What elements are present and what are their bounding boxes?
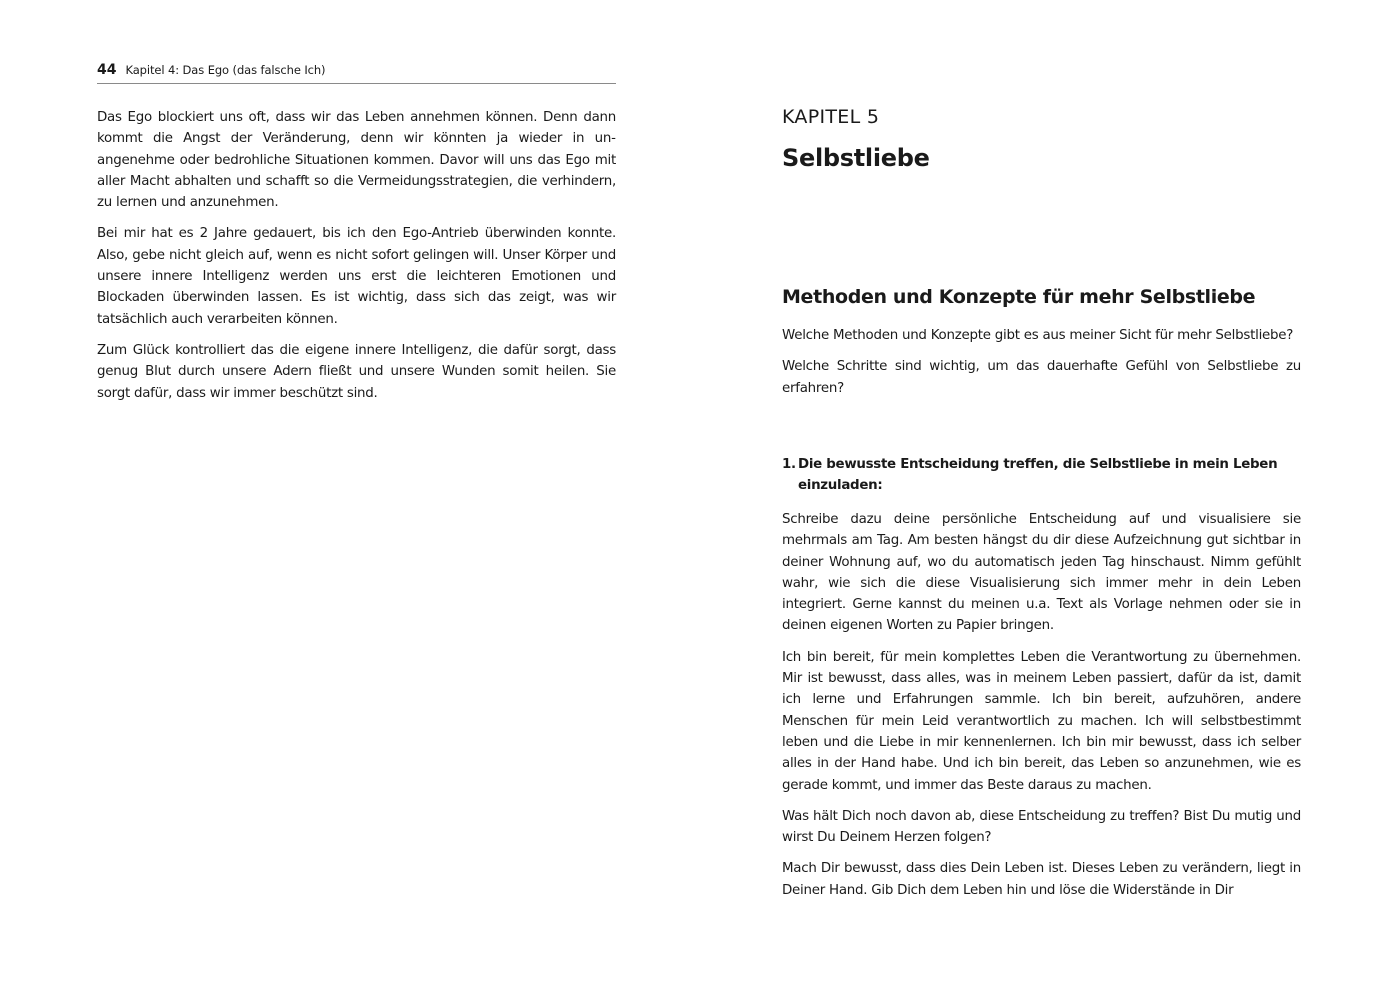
paragraph: Welche Methoden und Konzepte gibt es aus meiner Sicht für mehr Selbstliebe? xyxy=(782,328,1294,343)
right-body-text xyxy=(782,509,1301,911)
right-page xyxy=(698,0,1396,1000)
running-header-title: Kapitel 4: Das Ego (das falsche Ich) xyxy=(125,63,326,77)
paragraph: Zum Glück kontrolliert das die eigene innere Intelligenz, die dafür sorgt, dass genug Blut durch unsere Adern fließt und unsere Wunden somit heilen. Sie sorgt dafür, dass wir immer beschützt sind. xyxy=(97,342,616,401)
section-title: Methoden und Konzepte für mehr Selbstliebe xyxy=(782,286,1256,308)
chapter-label: KAPITEL 5 xyxy=(782,106,880,128)
paragraph: Welche Schritte sind wichtig, um das dauerhafte Gefühl von Selbstliebe zu erfahren? xyxy=(782,359,1301,396)
list-heading-text: Die bewusste Entscheidung treffen, die Selbstliebe in mein Leben einzuladen: xyxy=(798,457,1278,494)
paragraph: Mach Dir bewusst, dass dies Dein Leben ist. Dieses Leben zu verändern, liegt in Deiner Hand. Gib Dich dem Leben hin und löse die Widerstände in Dir xyxy=(782,861,1301,898)
paragraph: Das Ego blockiert uns oft, dass wir das Leben annehmen können. Denn dann kommt die Angst der Veränderung, denn wir könnten ja wieder in unangenehme oder bedrohliche Situationen kommen. Davor will uns das Ego mit aller Macht abhalten und schafft so die Vermeidungsstrategien, die verhindern, zu lernen und anzunehmen. xyxy=(97,110,616,211)
intro-text xyxy=(782,325,1301,409)
paragraph: Schreibe dazu deine persönliche Entscheidung auf und visualisiere sie mehrmals am Tag. Am besten hängst du dir diese Aufzeichnung gut sichtbar in deiner Wohnung auf, wo du automatisch jeden Tag hinschaust. Nimm gefühlt wahr, wie sich die diese Visualisierung sich immer mehr in dein Leben integriert. Gerne kannst du meinen u.a. Text als Vorlage nehmen oder sie in deinen eigenen Worten zu Papier bringen. xyxy=(782,512,1301,634)
paragraph: Was hält Dich noch davon ab, diese Entscheidung zu treffen? Bist Du mutig und wirst Du Deinem Herzen folgen? xyxy=(782,808,1301,846)
numbered-list-heading xyxy=(782,454,1301,497)
page-number: 44 xyxy=(97,62,117,78)
running-header xyxy=(97,62,616,84)
list-number: 1. xyxy=(782,457,796,472)
paragraph: Bei mir hat es 2 Jahre gedauert, bis ich den Ego-Antrieb überwinden konnte. Also, gebe nicht gleich auf, wenn es nicht sofort gelingen will. Unser Körper und unsere innere Intelligenz werden uns erst die leichteren Emotionen und Blockaden überwinden lassen. Es ist wichtig, dass sich das zeigt, was wir tatsächlich auch verarbeiten können. xyxy=(97,226,616,327)
paragraph: Ich bin bereit, für mein komplettes Leben die Verantwortung zu übernehmen. Mir ist bewusst, dass alles, was in meinem Leben passiert, dafür da ist, damit ich lerne und Erfahrungen sammle. Ich bin bereit, aufzuhören, andere Menschen für mein Leid verantwortlich zu machen. Ich will selbstbestimmt leben und die Liebe in mir kennenlernen. Ich bin mir bewusst, dass ich selber alles in der Hand habe. Und ich bin bereit, das Leben so anzunehmen, wie es gerade kommt, und immer das Beste daraus zu machen. xyxy=(782,649,1301,793)
chapter-title: Selbstliebe xyxy=(782,144,930,172)
left-body-text xyxy=(97,107,616,414)
